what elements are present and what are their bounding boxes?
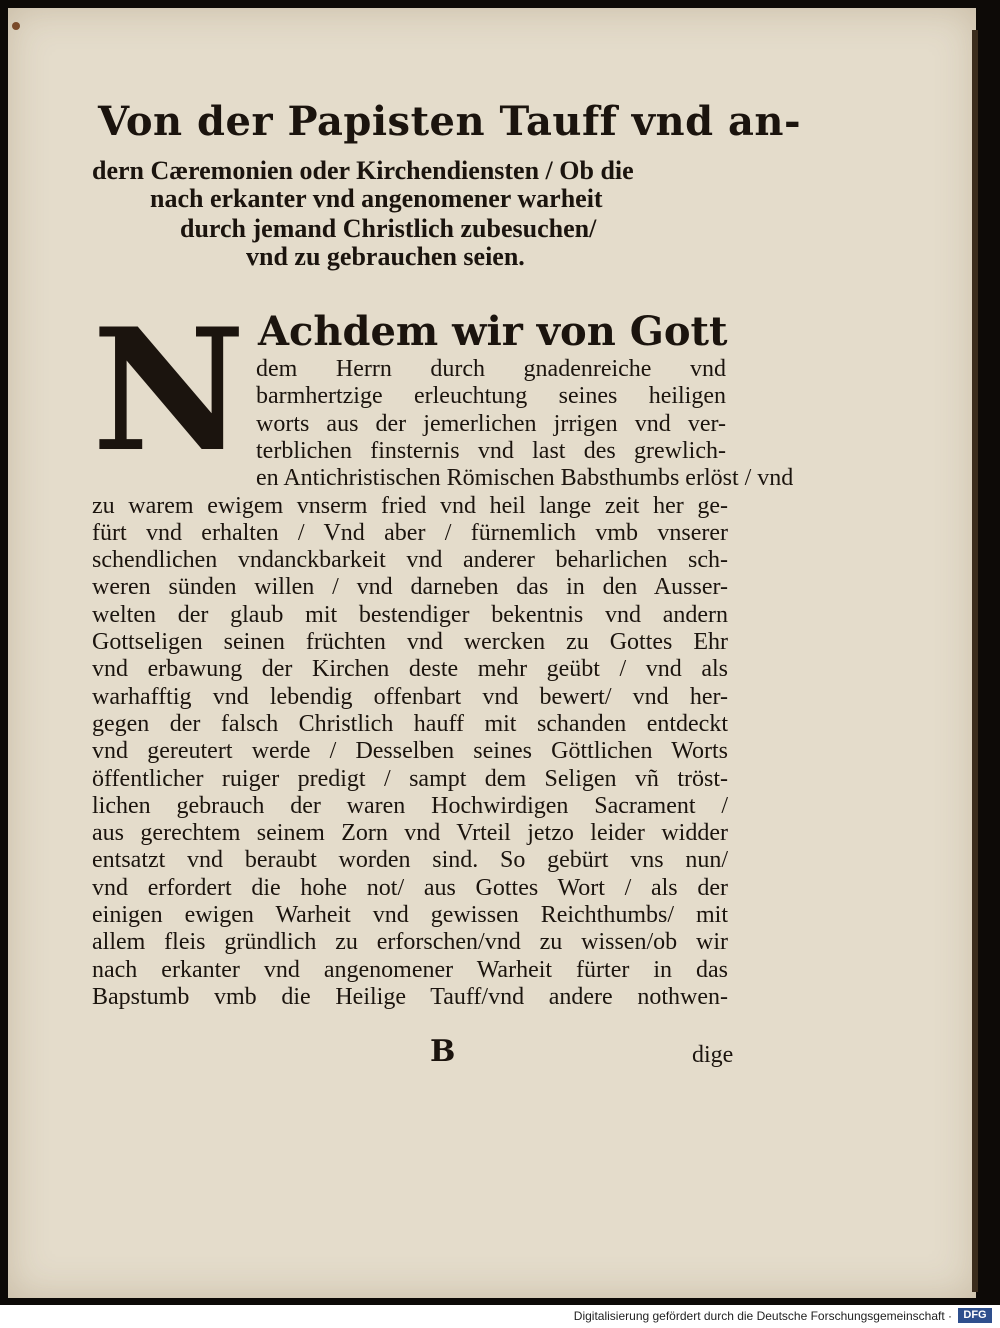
body-line: einigen ewigen Warheit vnd gewissen Reichthumbs/ mit	[92, 902, 728, 928]
body-line: vnd erbawung der Kirchen deste mehr geübt / vnd als	[92, 656, 728, 683]
footer-credit: Digitalisierung gefördert durch die Deutsche Forschungsgemeinschaft ·	[573, 1309, 952, 1323]
page-title: Von der Papisten Tauff vnd an-	[98, 98, 802, 145]
body-line: barmhertzige erleuchtung seines heiligen	[256, 383, 726, 410]
body-line: schendlichen vndanckbarkeit vnd anderer beharlichen sch-	[92, 547, 728, 574]
body-line: warhafftig vnd lebendig offenbart vnd bewert/ vnd her-	[92, 683, 728, 710]
body-line: weren sünden willen / vnd darneben das in den Ausser-	[92, 574, 728, 601]
body-line: fürt vnd erhalten / Vnd aber / fürnemlich vmb vnserer	[92, 519, 728, 546]
body-line: terblichen finsternis vnd last des grewlich-	[256, 437, 726, 464]
body-line: nach erkanter vnd angenomener Warheit fürter in das	[92, 956, 728, 983]
body-line: lichen gebrauch der waren Hochwirdigen Sacrament /	[92, 792, 728, 819]
body-line: en Antichristischen Römischen Babsthumbs erlöst / vnd	[256, 465, 794, 492]
body-line: zu warem ewigem vnserm fried vnd heil lange zeit her ge-	[92, 492, 728, 519]
body-line: gegen der falsch Christlich hauff mit schanden entdeckt	[92, 710, 728, 737]
body-line: vnd erfordert die hohe not/ aus Gottes Wort / als der	[92, 874, 728, 901]
body-line: Gottseligen seinen früchten vnd wercken zu Gottes Ehr	[92, 629, 728, 655]
body-line: worts aus der jemerlichen jrrigen vnd ver-	[256, 410, 726, 437]
dfg-logo: DFG	[958, 1308, 992, 1323]
subtitle-line-2: nach erkanter vnd angenomener warheit	[150, 184, 603, 213]
body-line: dem Herrn durch gnadenreiche vnd	[256, 356, 726, 382]
body-line: welten der glaub mit bestendiger bekentnis vnd andern	[92, 601, 728, 628]
body-line: entsatzt vnd beraubt worden sind. So gebürt vns nun/	[92, 847, 728, 874]
first-line: Achdem wir von Gott	[258, 308, 728, 355]
page-edge	[972, 30, 978, 1292]
subtitle-line-3: durch jemand Christlich zubesuchen/	[180, 214, 597, 243]
catchword: dige	[692, 1042, 734, 1068]
corner-mark	[12, 22, 20, 30]
body-line: Bapstumb vmb die Heilige Tauff/vnd andere nothwen-	[92, 983, 728, 1010]
subtitle-line-1: dern Cæremonien oder Kirchendiensten / Ob die	[92, 156, 634, 185]
body-line: aus gerechtem seinem Zorn vnd Vrteil jetzo leider widder	[92, 820, 728, 847]
decorated-initial: N	[92, 291, 246, 489]
body-line: vnd gereutert werde / Desselben seines Göttlichen Worts	[92, 738, 728, 765]
body-line: öffentlicher ruiger predigt / sampt dem Seligen vñ tröst-	[92, 765, 728, 792]
signature-mark: B	[430, 1034, 456, 1069]
body-line: allem fleis gründlich zu erforschen/vnd zu wissen/ob wir	[92, 929, 728, 956]
subtitle-line-4: vnd zu gebrauchen seien.	[246, 242, 525, 271]
